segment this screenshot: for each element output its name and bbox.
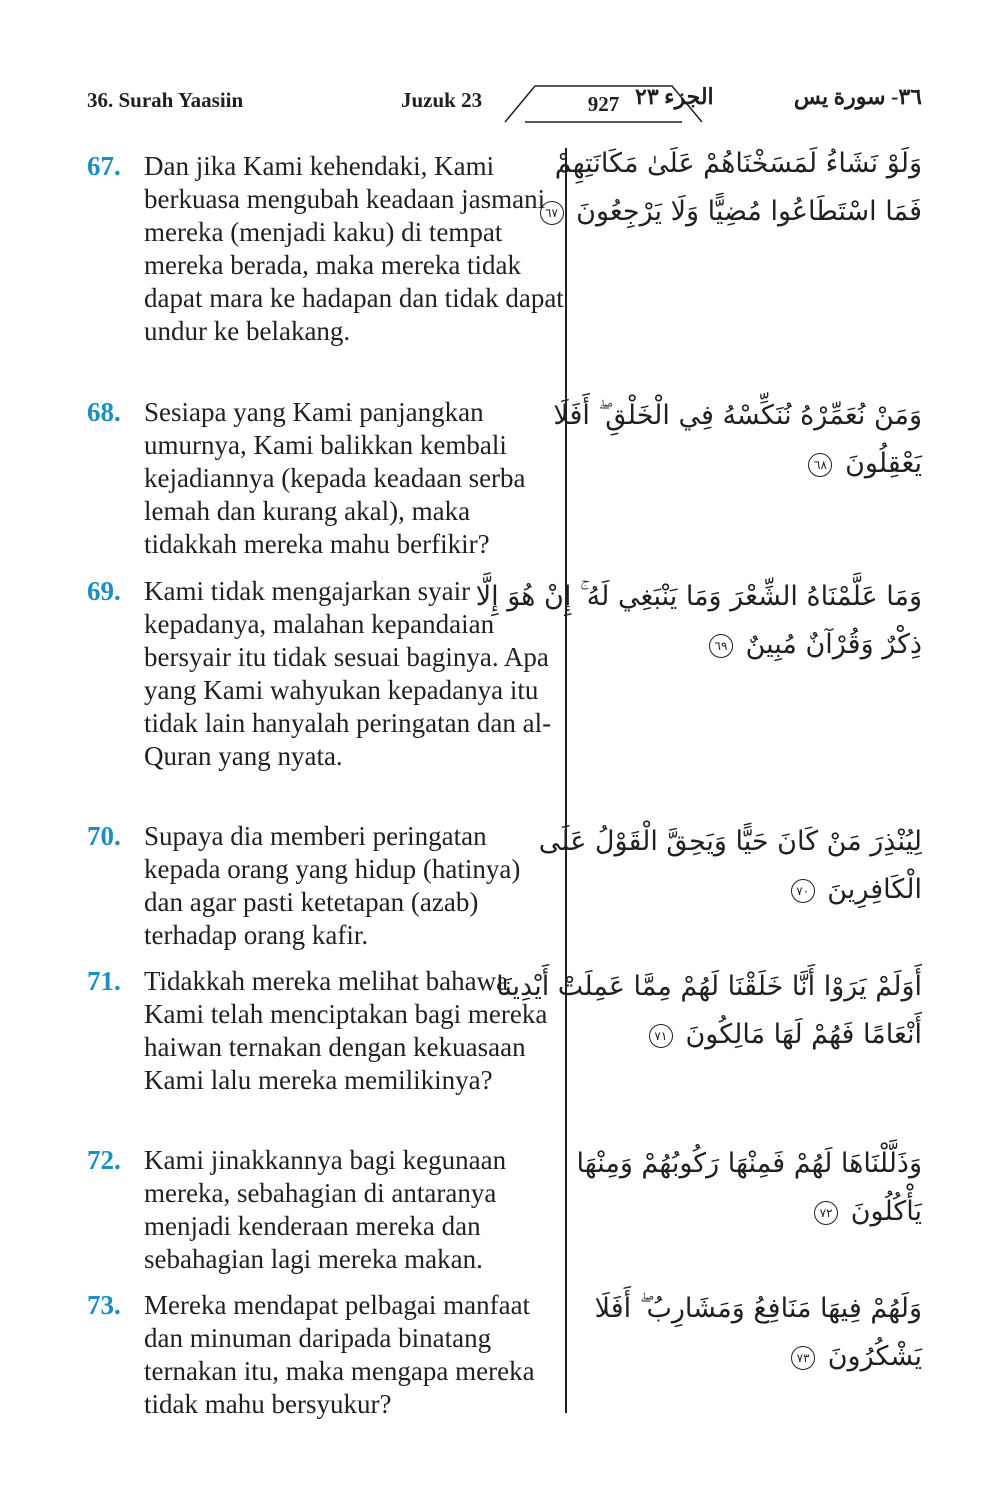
ayah-number-marker: ٧٠: [791, 879, 815, 903]
arabic-line-end: [585, 1333, 922, 1381]
verse-number: 72.: [87, 1145, 121, 1175]
verse-67-arabic: [545, 140, 922, 236]
verse-translation: Kami tidak mengajarkan syair kepadanya, malahan kepandaian bersyair itu tidak sesuai baginya. Apa yang Kami wahyukan kepadanya itu tidak lain hanyalah peringatan dan al-Quran yang nyata.: [144, 576, 552, 771]
surah-name-arabic: ٣٦- سورة يس: [793, 84, 922, 109]
verse-72-arabic: [576, 1140, 922, 1236]
ayah-number-marker: ٧١: [649, 1024, 673, 1048]
ayah-number-marker: ٧٢: [814, 1201, 838, 1225]
ayah-number-marker: ٧٣: [791, 1346, 815, 1370]
arabic-line: وَمَنْ نُعَمِّرْهُ نُنَكِّسْهُ فِي الْخَلْقِ ۖ أَفَلَا: [553, 400, 922, 431]
verse-71-arabic: [496, 963, 922, 1059]
verse-number: 70.: [87, 821, 121, 851]
verse-translation: Tidakkah mereka melihat bahawa Kami telah menciptakan bagi mereka haiwan ternakan dengan kekuasaan Kami lalu mereka memilikinya?: [144, 966, 548, 1095]
arabic-line: الْكَافِرِينَ: [827, 874, 922, 905]
verse-translation: Kami jinakkannya bagi kegunaan mereka, sebahagian di antaranya menjadi kenderaan mereka dan sebahagian lagi mereka makan.: [144, 1145, 507, 1274]
verse-68-arabic: [553, 392, 922, 488]
arabic-line-end: [585, 1188, 922, 1236]
arabic-line: يَأْكُلُونَ: [850, 1196, 922, 1227]
arabic-line: يَشْكُرُونَ: [827, 1341, 922, 1372]
arabic-line-end: [585, 621, 922, 669]
arabic-line-end: [585, 1011, 922, 1059]
verse-translation: Mereka mendapat pelbagai manfaat dan minuman daripada binatang ternakan itu, maka mengapa mereka tidak mahu bersyukur?: [144, 1290, 535, 1419]
arabic-line-end: [545, 188, 922, 236]
ayah-number-marker: ٦٨: [808, 453, 832, 477]
verse-number: 67.: [87, 151, 121, 181]
arabic-line: أَنْعَامًا فَهُمْ لَهَا مَالِكُونَ: [685, 1019, 922, 1050]
verse-translation: Sesiapa yang Kami panjangkan umurnya, Kami balikkan kembali kejadiannya (kepada keadaan serba lemah dan kurang akal), maka tidakkah mereka mahu berfikir?: [144, 397, 526, 559]
arabic-line: وَذَلَّلْنَاهَا لَهُمْ فَمِنْهَا رَكُوبُهُمْ وَمِنْهَا: [576, 1148, 922, 1179]
arabic-line: فَمَا اسْتَطَاعُوا مُضِيًّا وَلَا يَرْجِعُونَ: [576, 196, 922, 227]
arabic-line: يَعْقِلُونَ: [845, 448, 922, 479]
ayah-number-marker: ٦٧: [540, 201, 564, 225]
verse-70-arabic: [538, 818, 922, 914]
juzuk-label: Juzuk 23: [401, 88, 483, 112]
arabic-line: وَلَوْ نَشَاءُ لَمَسَخْنَاهُمْ عَلَىٰ مَكَانَتِهِمْ: [554, 148, 922, 179]
arabic-line: ذِكْرٌ وَقُرْآنٌ مُبِينٌ: [745, 629, 922, 660]
column-divider: [565, 148, 567, 1413]
arabic-line: لِيُنْذِرَ مَنْ كَانَ حَيًّا وَيَحِقَّ الْقَوْلُ عَلَى: [538, 826, 922, 857]
page-number: 927: [587, 92, 620, 116]
page-header: [87, 80, 922, 124]
verse-translation: Supaya dia memberi peringatan kepada orang yang hidup (hatinya) dan agar pasti ketetapan (azab) terhadap orang kafir.: [144, 821, 521, 950]
arabic-line: أَوَلَمْ يَرَوْا أَنَّا خَلَقْنَا لَهُمْ مِمَّا عَمِلَتْ أَيْدِينَا: [496, 971, 922, 1002]
verse-translation: Dan jika Kami kehendaki, Kami berkuasa mengubah keadaan jasmani mereka (menjadi kaku) di tempat mereka berada, maka mereka tidak dapat mara ke hadapan dan tidak dapat undur ke belakang.: [144, 151, 564, 346]
verse-number: 71.: [87, 966, 121, 996]
verse-number: 69.: [87, 576, 121, 606]
arabic-line: وَمَا عَلَّمْنَاهُ الشِّعْرَ وَمَا يَنْبَغِي لَهُ ۚ إِنْ هُوَ إِلَّا: [475, 581, 922, 612]
verse-number: 68.: [87, 397, 121, 427]
juz-arabic: الجزء ٢٣: [635, 84, 714, 109]
verse-73-arabic: [585, 1285, 922, 1381]
verse-69-arabic: [475, 573, 922, 669]
arabic-line: وَلَهُمْ فِيهَا مَنَافِعُ وَمَشَارِبُ ۖ أَفَلَا: [594, 1293, 922, 1324]
surah-name-latin: 36. Surah Yaasiin: [87, 88, 244, 112]
arabic-line-end: [585, 440, 922, 488]
ayah-number-marker: ٦٩: [709, 634, 733, 658]
arabic-line-end: [585, 866, 922, 914]
verse-number: 73.: [87, 1290, 121, 1320]
